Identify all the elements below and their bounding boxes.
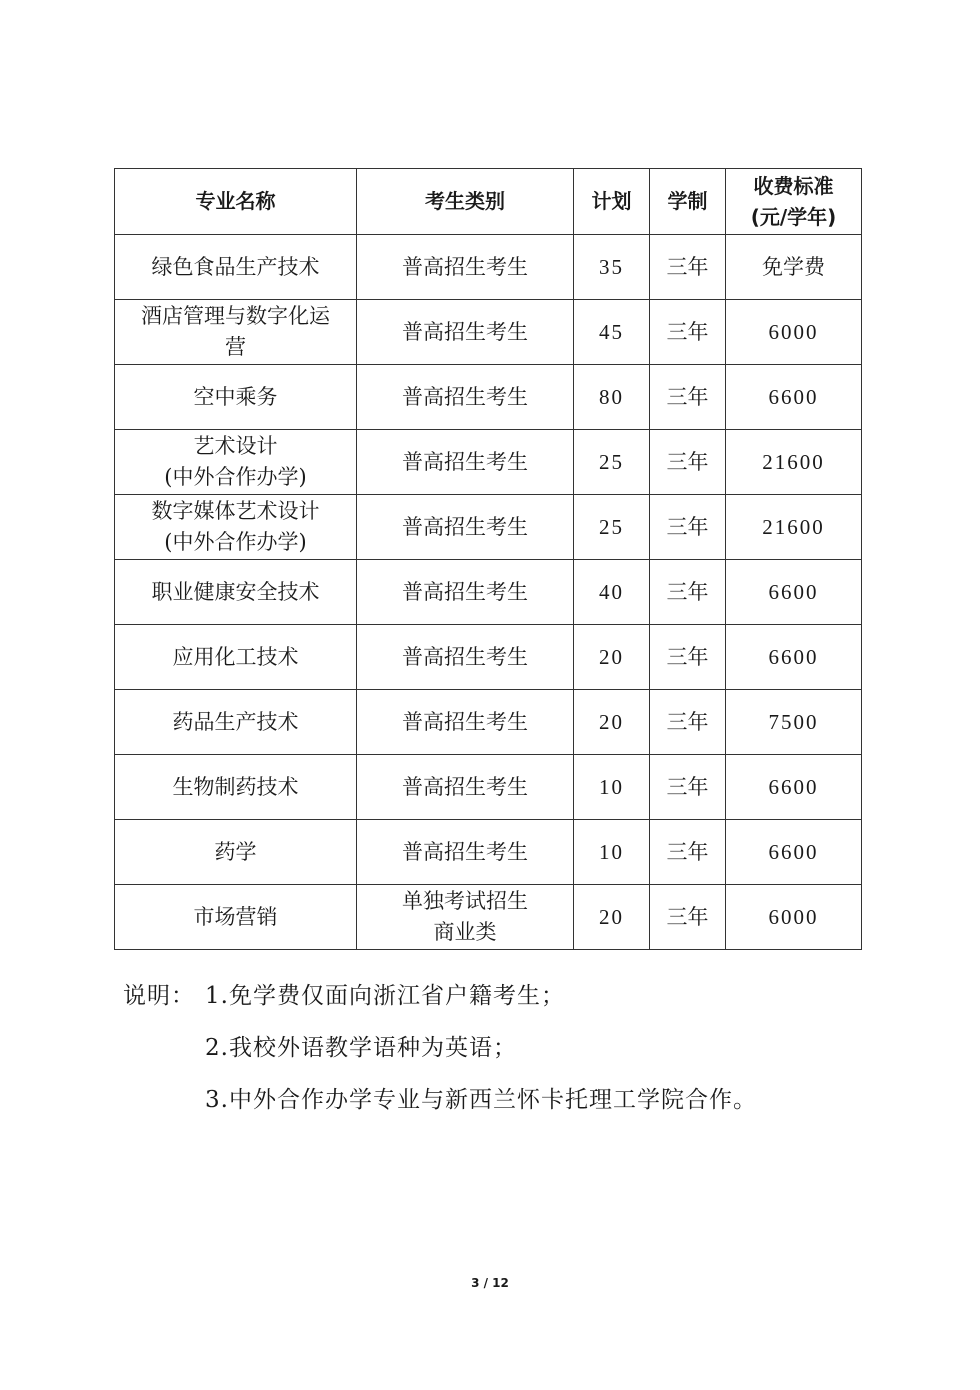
cell-major-line: 营 (225, 335, 246, 359)
cell-duration: 三年 (650, 820, 726, 885)
cell-category-line: 普高招生考生 (402, 514, 528, 539)
cell-fee: 免学费 (726, 235, 862, 300)
cell-major-line: 职业健康安全技术 (151, 579, 320, 604)
cell-plan: 20 (574, 885, 650, 950)
cell-fee: 7500 (726, 690, 862, 755)
cell-category-line: 普高招生考生 (402, 319, 528, 344)
cell-duration: 三年 (650, 430, 726, 495)
header-fee (726, 169, 862, 235)
cell-category (357, 755, 574, 820)
cell-category-line: 单独考试招生 (402, 889, 528, 913)
cell-plan: 10 (574, 755, 650, 820)
header-category: 考生类别 (357, 169, 574, 235)
enrollment-plan-table (114, 168, 862, 950)
cell-major-line: (中外合作办学) (164, 465, 307, 489)
note-item (123, 970, 883, 1022)
cell-major (115, 495, 357, 560)
table-row (115, 755, 862, 820)
cell-category-line: 普高招生考生 (402, 709, 528, 734)
header-major: 专业名称 (115, 169, 357, 235)
table-row (115, 690, 862, 755)
cell-category (357, 690, 574, 755)
cell-major-line: 艺术设计 (193, 434, 278, 458)
cell-fee: 21600 (726, 430, 862, 495)
cell-fee: 6000 (726, 300, 862, 365)
notes-label: 说明： (123, 983, 195, 1009)
cell-major (115, 690, 357, 755)
cell-major (115, 430, 357, 495)
header-fee-line1: 收费标准 (753, 173, 834, 198)
cell-category-line: 普高招生考生 (402, 774, 528, 799)
table-row (115, 560, 862, 625)
table-row (115, 365, 862, 430)
cell-fee: 6600 (726, 820, 862, 885)
cell-major-line: 药学 (214, 839, 257, 864)
cell-category-line: 商业类 (433, 920, 497, 944)
table-row (115, 300, 862, 365)
cell-category-line: 普高招生考生 (402, 579, 528, 604)
cell-major-line: 酒店管理与数字化运 (141, 304, 330, 328)
table-row (115, 495, 862, 560)
cell-major-line: 市场营销 (193, 904, 278, 929)
table-row (115, 430, 862, 495)
cell-category (357, 300, 574, 365)
header-duration: 学制 (650, 169, 726, 235)
cell-duration: 三年 (650, 300, 726, 365)
cell-major-line: 数字媒体艺术设计 (151, 499, 320, 523)
cell-duration: 三年 (650, 885, 726, 950)
cell-category-line: 普高招生考生 (402, 644, 528, 669)
cell-major (115, 365, 357, 430)
note-text: 3.中外合作办学专业与新西兰怀卡托理工学院合作。 (205, 1087, 757, 1113)
cell-duration: 三年 (650, 235, 726, 300)
cell-category (357, 560, 574, 625)
cell-category-line: 普高招生考生 (402, 384, 528, 409)
table-row (115, 625, 862, 690)
cell-plan: 25 (574, 495, 650, 560)
cell-fee: 6600 (726, 365, 862, 430)
cell-duration: 三年 (650, 690, 726, 755)
cell-category (357, 365, 574, 430)
cell-plan: 35 (574, 235, 650, 300)
cell-fee: 6600 (726, 755, 862, 820)
cell-fee: 21600 (726, 495, 862, 560)
cell-plan: 80 (574, 365, 650, 430)
cell-major (115, 820, 357, 885)
cell-major-line: 空中乘务 (193, 384, 278, 409)
cell-duration: 三年 (650, 365, 726, 430)
note-item (123, 1074, 883, 1126)
cell-major (115, 235, 357, 300)
cell-duration: 三年 (650, 560, 726, 625)
note-text: 1.免学费仅面向浙江省户籍考生； (205, 983, 565, 1009)
cell-major (115, 755, 357, 820)
cell-category-line: 普高招生考生 (402, 839, 528, 864)
notes-section (123, 970, 883, 1126)
page-number: 3 / 12 (471, 1276, 509, 1290)
header-fee-line2: (元/学年) (750, 204, 837, 229)
cell-category (357, 820, 574, 885)
note-item (123, 1022, 883, 1074)
cell-plan: 40 (574, 560, 650, 625)
cell-plan: 20 (574, 625, 650, 690)
table-header (115, 169, 862, 235)
cell-major (115, 625, 357, 690)
table-row (115, 820, 862, 885)
cell-plan: 20 (574, 690, 650, 755)
cell-fee: 6600 (726, 560, 862, 625)
cell-major-line: 生物制药技术 (172, 774, 299, 799)
cell-major-line: (中外合作办学) (164, 530, 307, 554)
header-plan: 计划 (574, 169, 650, 235)
cell-category (357, 625, 574, 690)
cell-plan: 45 (574, 300, 650, 365)
cell-category (357, 495, 574, 560)
cell-duration: 三年 (650, 755, 726, 820)
cell-fee: 6600 (726, 625, 862, 690)
cell-major (115, 885, 357, 950)
table-body (115, 235, 862, 950)
cell-category-line: 普高招生考生 (402, 449, 528, 474)
cell-category-line: 普高招生考生 (402, 254, 528, 279)
cell-major (115, 300, 357, 365)
cell-duration: 三年 (650, 625, 726, 690)
note-text: 2.我校外语教学语种为英语； (205, 1035, 517, 1061)
cell-category (357, 235, 574, 300)
cell-major-line: 应用化工技术 (172, 644, 299, 669)
cell-category (357, 885, 574, 950)
cell-category (357, 430, 574, 495)
cell-duration: 三年 (650, 495, 726, 560)
cell-plan: 25 (574, 430, 650, 495)
cell-major-line: 绿色食品生产技术 (151, 254, 320, 279)
cell-plan: 10 (574, 820, 650, 885)
cell-major (115, 560, 357, 625)
cell-major-line: 药品生产技术 (172, 709, 299, 734)
table-row (115, 885, 862, 950)
cell-fee: 6000 (726, 885, 862, 950)
table-row (115, 235, 862, 300)
